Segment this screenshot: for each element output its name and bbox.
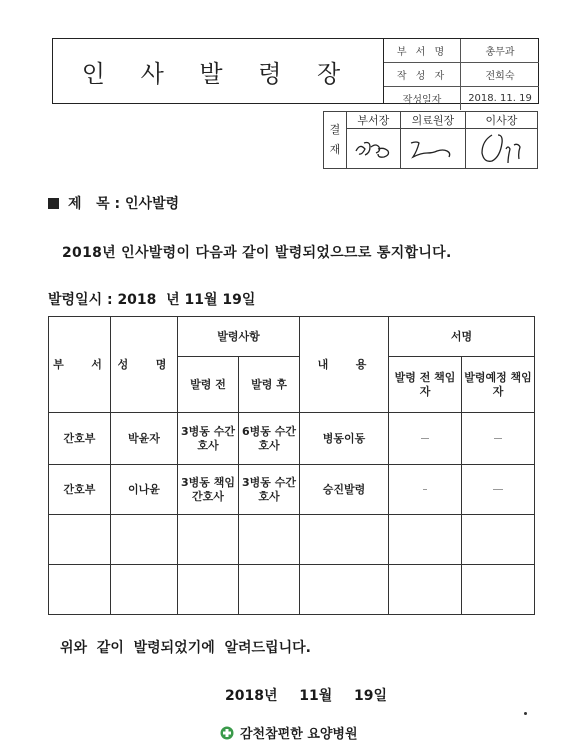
signature-image [350, 133, 396, 165]
signature-dept-head [347, 129, 401, 169]
header-sign-after: 발령예정 책임자 [462, 357, 535, 413]
header-before: 발령 전 [178, 357, 239, 413]
empty-cell [49, 515, 111, 565]
dash-mark [494, 438, 502, 440]
empty-cell [300, 515, 389, 565]
organization-name: 감천참편한 요양병원 [240, 727, 358, 742]
notice-text: 2018년 인사발령이 다음과 같이 발령되었으므로 통지합니다. [62, 245, 452, 261]
dash-mark [493, 489, 503, 491]
approval-role: 이사장 [465, 112, 537, 129]
cell-content: 병동이동 [300, 413, 389, 465]
cell-before: 3병동 책임 간호사 [178, 465, 239, 515]
table-row [49, 413, 535, 465]
subject-line [48, 193, 179, 213]
header-dept: 부 서 [49, 317, 111, 413]
empty-cell [111, 515, 178, 565]
signature-image [405, 133, 461, 165]
approval-role: 의료원장 [400, 112, 465, 129]
hospital-logo-icon [220, 726, 234, 740]
document-info-grid [383, 39, 539, 106]
empty-cell [111, 565, 178, 615]
signature-director [400, 129, 465, 169]
empty-cell [239, 565, 300, 615]
signature-chairman [465, 129, 537, 169]
dash-mark [423, 489, 427, 491]
info-row [384, 63, 539, 87]
cell-name: 이나윤 [111, 465, 178, 515]
cell-before: 3병동 수간호사 [178, 413, 239, 465]
header-sign-before: 발령 전 책임자 [389, 357, 462, 413]
cell-name: 박윤자 [111, 413, 178, 465]
info-row [384, 87, 539, 111]
subject-text: 제 목 : 인사발령 [68, 196, 180, 212]
empty-cell [462, 515, 535, 565]
cell-dept: 간호부 [49, 413, 111, 465]
cell-after: 3병동 수간호사 [239, 465, 300, 515]
approval-box [323, 111, 538, 169]
empty-cell [389, 515, 462, 565]
speck [524, 712, 527, 715]
cell-sign-after [462, 413, 535, 465]
cell-sign-after [462, 465, 535, 515]
organization-line [220, 723, 358, 742]
empty-cell [389, 565, 462, 615]
footer-date: 2018년 11월 19일 [225, 688, 387, 704]
empty-cell [178, 565, 239, 615]
info-value: 2018. 11. 19 [461, 87, 540, 111]
approval-label-top: 결 [329, 123, 341, 136]
approval-role: 부서장 [347, 112, 401, 129]
empty-cell [178, 515, 239, 565]
order-date: 발령일시 : 2018 년 11월 19일 [48, 292, 256, 308]
dash-mark [421, 438, 429, 440]
empty-cell [300, 565, 389, 615]
info-label: 작 성 자 [384, 63, 461, 87]
header-content: 내 용 [300, 317, 389, 413]
info-row [384, 39, 539, 63]
approval-label-bottom: 재 [329, 143, 341, 156]
cell-sign-before [389, 465, 462, 515]
header-after: 발령 후 [239, 357, 300, 413]
info-label: 부 서 명 [384, 39, 461, 63]
cell-sign-before [389, 413, 462, 465]
cell-content: 승진발령 [300, 465, 389, 515]
cell-dept: 간호부 [49, 465, 111, 515]
info-value: 전희숙 [461, 63, 540, 87]
header-order: 발령사항 [178, 317, 300, 357]
cell-after: 6병동 수간호사 [239, 413, 300, 465]
personnel-order-table [48, 316, 534, 614]
bullet-square-icon [48, 198, 59, 209]
header-sign: 서명 [389, 317, 535, 357]
empty-cell [49, 565, 111, 615]
header-name: 성 명 [111, 317, 178, 413]
info-value: 총무과 [461, 39, 540, 63]
table-row-empty [49, 565, 535, 615]
approval-label [324, 112, 347, 169]
empty-cell [462, 565, 535, 615]
signature-image [470, 131, 532, 167]
document-title: 인 사 발 령 장 [81, 59, 355, 88]
closing-text: 위와 같이 발령되었기에 알려드립니다. [60, 640, 311, 656]
table-row [49, 465, 535, 515]
document-header [52, 38, 539, 104]
empty-cell [239, 515, 300, 565]
info-label: 작성일자 [384, 87, 461, 111]
table-row-empty [49, 515, 535, 565]
